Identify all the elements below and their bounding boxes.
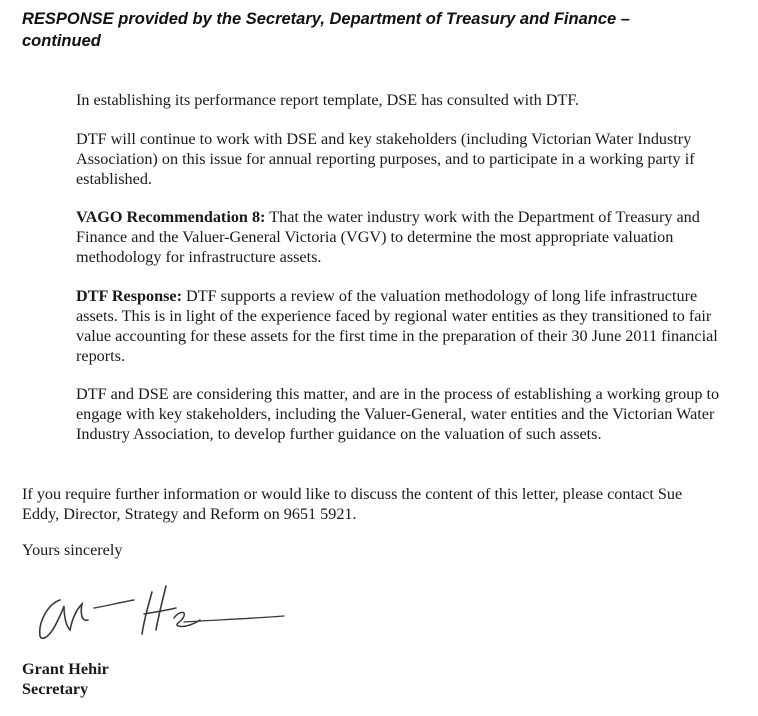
closing-salutation: Yours sincerely xyxy=(22,541,123,559)
vago-recommendation-label: VAGO Recommendation 8: xyxy=(76,208,266,226)
dtf-response-text: DTF supports a review of the valuation methodology of long life infrastructure assets. This is in light of the experience faced by regional water entities as they transitioned to fair value accounting for these assets for the first time in the preparation of their 30 June 2011 financial reports. xyxy=(76,287,718,365)
signatory-name: Grant Hehir xyxy=(22,660,109,678)
paragraph-consultation: In establishing its performance report template, DSE has consulted with DTF. xyxy=(76,91,580,109)
paragraph-dtf-response xyxy=(76,286,726,366)
signature-image xyxy=(34,578,294,648)
dtf-response-label: DTF Response: xyxy=(76,287,182,305)
paragraph-contact: If you require further information or would like to discuss the content of this letter, please contact Sue Eddy, Director, Strategy and Reform on 9651 5921. xyxy=(22,485,683,523)
paragraph-vago-recommendation xyxy=(76,207,726,267)
response-heading-line2: continued xyxy=(22,32,101,50)
response-heading-line1: RESPONSE provided by the Secretary, Department of Treasury and Finance – xyxy=(22,10,630,28)
paragraph-dtf-continue: DTF will continue to work with DSE and key stakeholders (including Victorian Water Industry Association) on this issue for annual reporting purposes, and to participate in a working party if established. xyxy=(76,130,695,188)
signatory-title: Secretary xyxy=(22,680,89,698)
paragraph-working-group: DTF and DSE are considering this matter, and are in the process of establishing a working group to engage with key stakeholders, including the Valuer-General, water entities and the Victorian Water Industry Association, to develop further guidance on the valuation of such assets. xyxy=(76,385,720,443)
vago-recommendation-text: That the water industry work with the Department of Treasury and Finance and the Valuer-General Victoria (VGV) to determine the most appropriate valuation methodology for infrastructure assets. xyxy=(76,208,700,266)
